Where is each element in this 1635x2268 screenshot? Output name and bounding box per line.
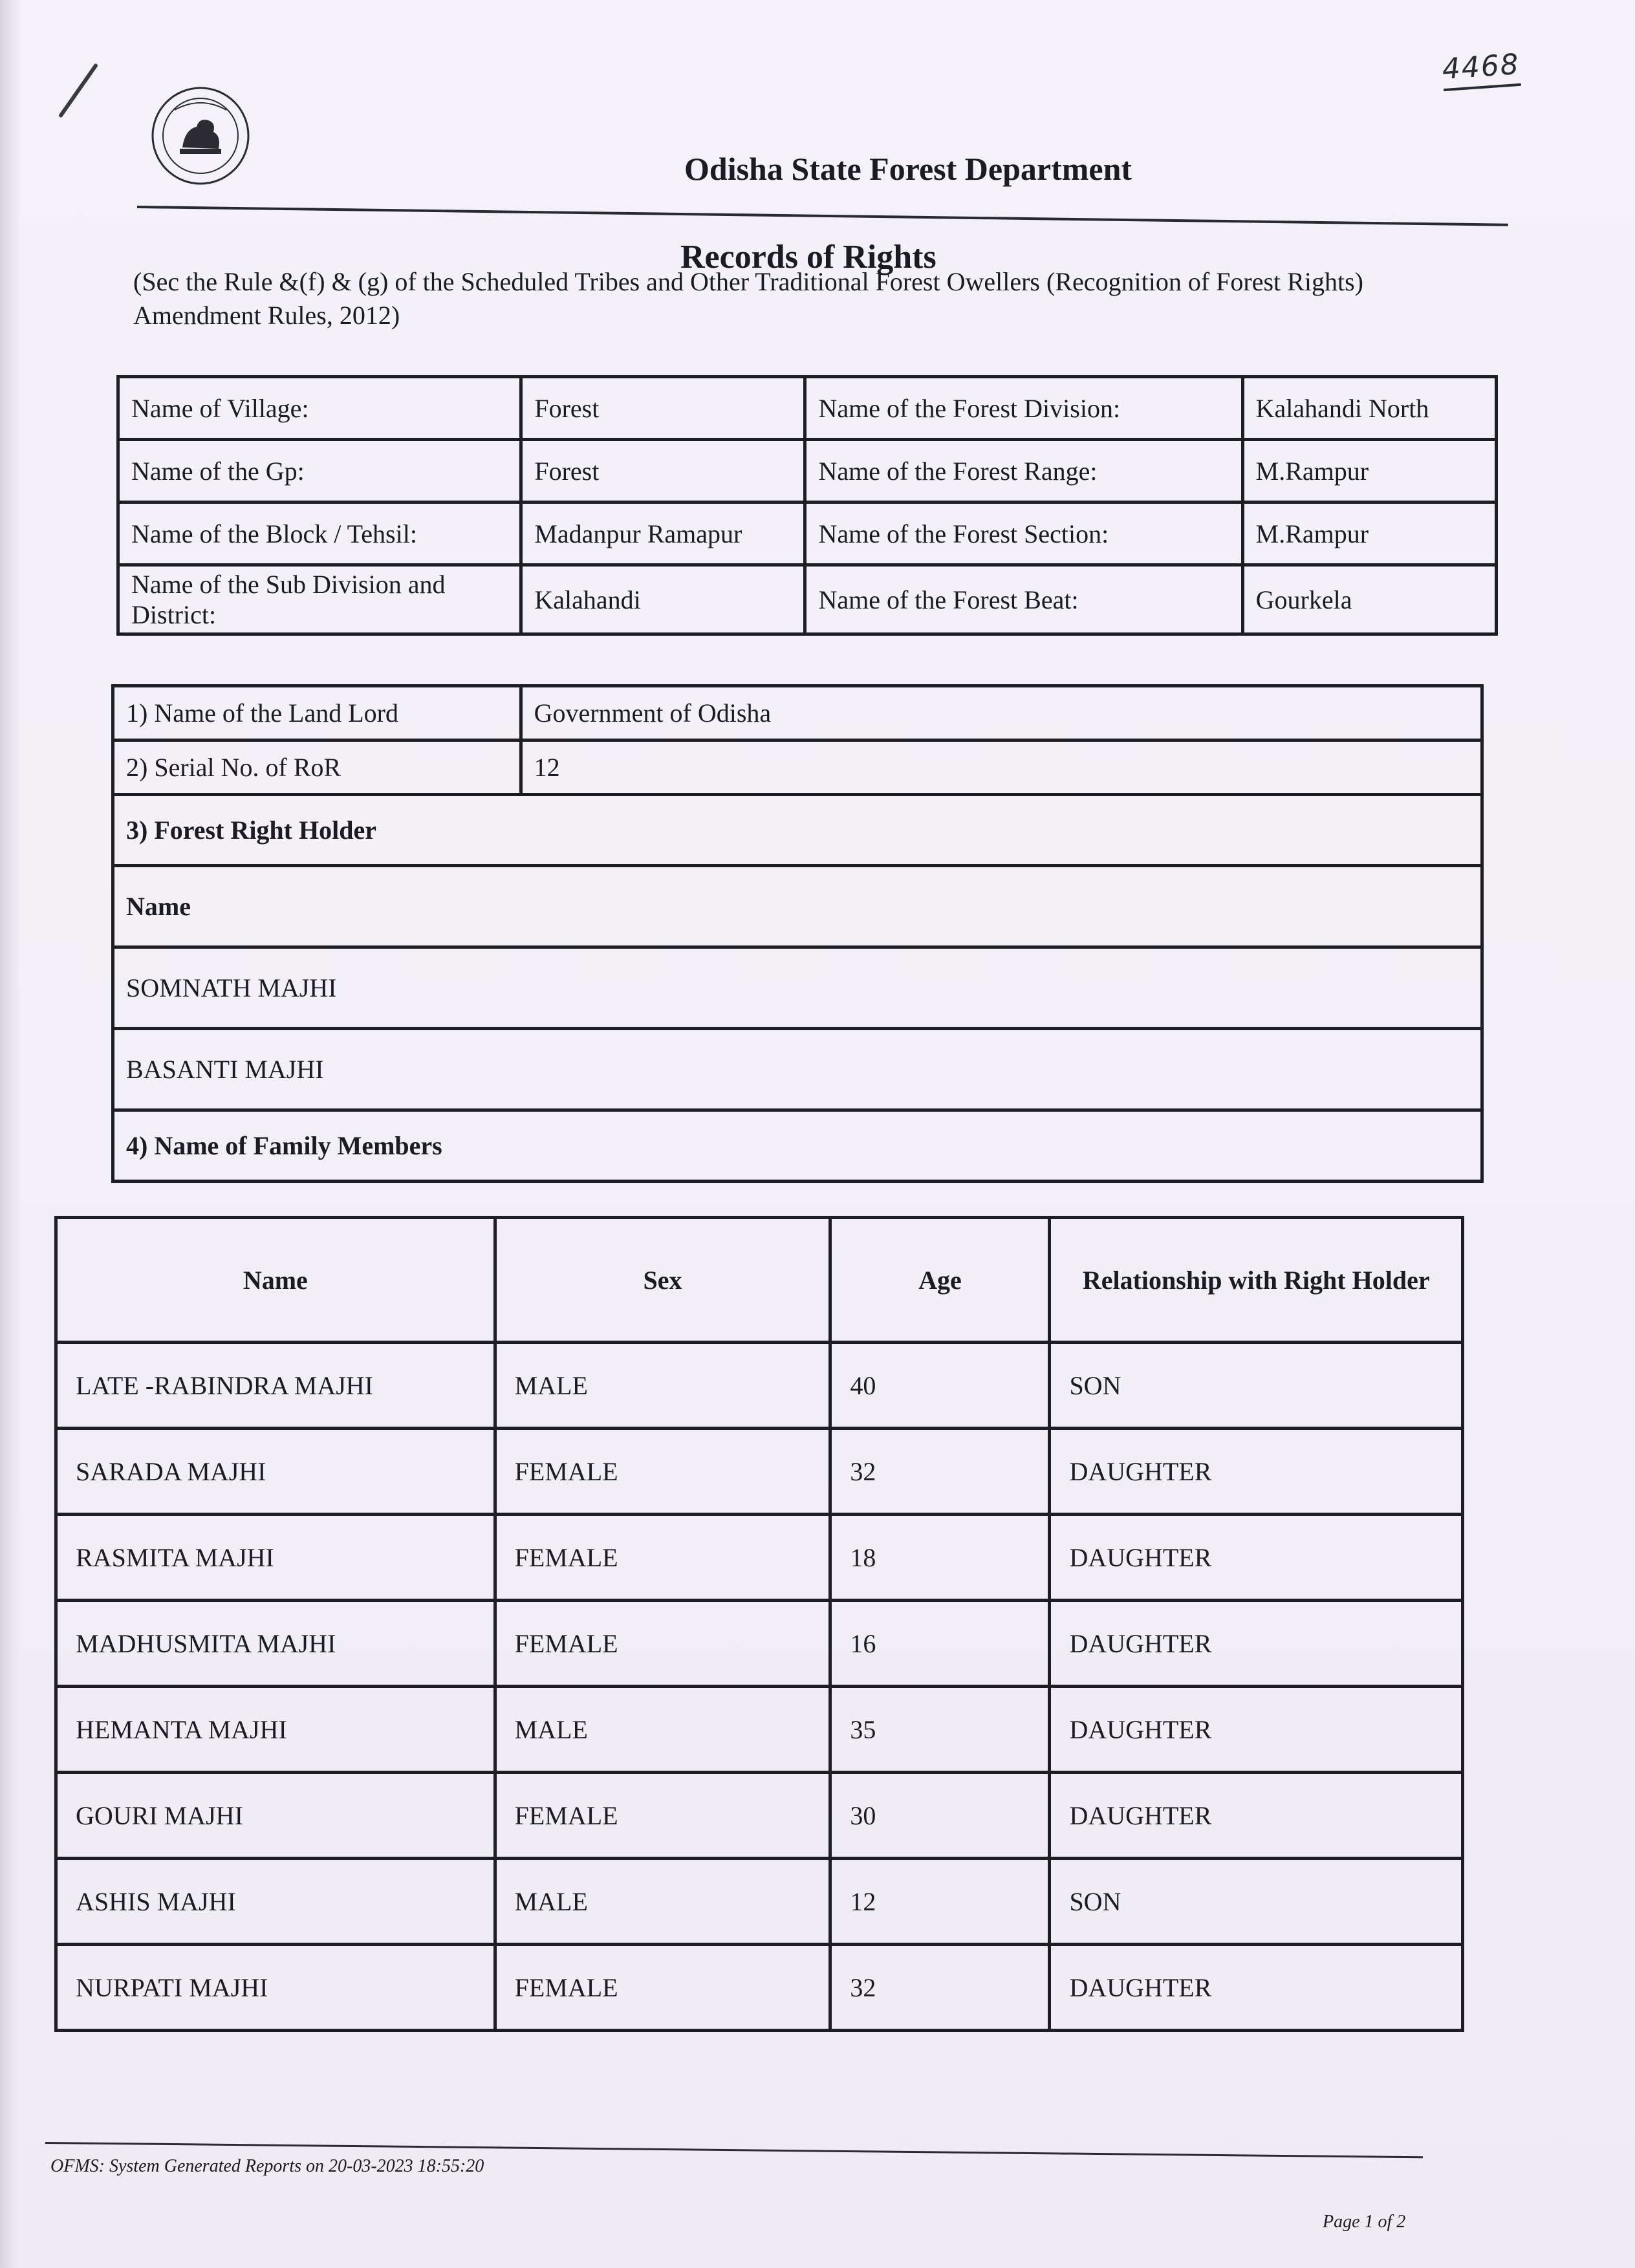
pen-mark: [58, 63, 98, 118]
serial-value: 12: [521, 740, 1482, 795]
member-name: RASMITA MAJHI: [56, 1515, 495, 1601]
table-row: [56, 1429, 1463, 1515]
member-relationship: DAUGHTER: [1050, 1429, 1463, 1515]
member-relationship: SON: [1050, 1859, 1463, 1945]
location-row: [118, 502, 1497, 565]
department-title: Odisha State Forest Department: [684, 151, 1132, 187]
member-relationship: SON: [1050, 1343, 1463, 1429]
holder-name: BASANTI MAJHI: [113, 1029, 1482, 1110]
member-relationship: DAUGHTER: [1050, 1945, 1463, 2031]
location-label: Name of the Gp:: [118, 440, 521, 502]
handwritten-number: 4468: [1441, 48, 1521, 91]
member-age: 32: [830, 1945, 1050, 2031]
holder-section-row: [113, 795, 1482, 866]
forest-value: Gourkela: [1242, 565, 1496, 634]
holder-name-heading: Name: [113, 866, 1482, 947]
member-name: HEMANTA MAJHI: [56, 1687, 495, 1773]
location-label: Name of Village:: [118, 377, 521, 440]
land-lord-label: 1) Name of the Land Lord: [113, 686, 521, 740]
member-age: 35: [830, 1687, 1050, 1773]
member-age: 18: [830, 1515, 1050, 1601]
column-header-age: Age: [830, 1218, 1050, 1343]
column-header-sex: Sex: [495, 1218, 830, 1343]
member-name: NURPATI MAJHI: [56, 1945, 495, 2031]
land-lord-value: Government of Odisha: [521, 686, 1482, 740]
family-section-row: [113, 1110, 1482, 1182]
family-members-table: [54, 1216, 1464, 2032]
member-age: 12: [830, 1859, 1050, 1945]
member-name: LATE -RABINDRA MAJHI: [56, 1343, 495, 1429]
table-row: [56, 1601, 1463, 1687]
location-row: [118, 565, 1497, 634]
document-title: Records of Rights: [680, 239, 937, 275]
member-sex: FEMALE: [495, 1601, 830, 1687]
location-table: [116, 375, 1498, 636]
column-header-name: Name: [56, 1218, 495, 1343]
holder-heading: 3) Forest Right Holder: [113, 795, 1482, 866]
scan-edge: [0, 0, 19, 2268]
table-row: [56, 1859, 1463, 1945]
member-sex: MALE: [495, 1859, 830, 1945]
forest-value: M.Rampur: [1242, 440, 1496, 502]
table-row: [56, 1687, 1463, 1773]
holder-row: [113, 947, 1482, 1029]
page-number: Page 1 of 2: [1323, 2212, 1406, 2232]
member-age: 32: [830, 1429, 1050, 1515]
location-value: Forest: [521, 440, 805, 502]
member-relationship: DAUGHTER: [1050, 1773, 1463, 1859]
table-row: [56, 1515, 1463, 1601]
forest-label: Name of the Forest Section:: [805, 502, 1242, 565]
record-table: [111, 684, 1484, 1183]
member-relationship: DAUGHTER: [1050, 1601, 1463, 1687]
header-divider: [137, 206, 1508, 226]
location-row: [118, 440, 1497, 502]
table-row: [56, 1773, 1463, 1859]
forest-value: Kalahandi North: [1242, 377, 1496, 440]
member-name: MADHUSMITA MAJHI: [56, 1601, 495, 1687]
family-header-row: [56, 1218, 1463, 1343]
forest-label: Name of the Forest Range:: [805, 440, 1242, 502]
serial-row: [113, 740, 1482, 795]
member-relationship: DAUGHTER: [1050, 1515, 1463, 1601]
document-subtitle: (Sec the Rule &(f) & (g) of the Scheduled Tribes and Other Traditional Forest Owellers (Recognition of Forest Rights) Amendment Rules, 2012): [133, 267, 1363, 330]
member-sex: MALE: [495, 1687, 830, 1773]
location-value: Forest: [521, 377, 805, 440]
location-value: Kalahandi: [521, 565, 805, 634]
location-label: Name of the Block / Tehsil:: [118, 502, 521, 565]
odisha-emblem-icon: [149, 84, 252, 188]
column-header-relationship: Relationship with Right Holder: [1050, 1218, 1463, 1343]
member-name: SARADA MAJHI: [56, 1429, 495, 1515]
location-label: Name of the Sub Division and District:: [118, 565, 521, 634]
member-age: 30: [830, 1773, 1050, 1859]
member-age: 40: [830, 1343, 1050, 1429]
holder-name-heading-row: [113, 866, 1482, 947]
member-sex: MALE: [495, 1343, 830, 1429]
table-row: [56, 1945, 1463, 2031]
member-age: 16: [830, 1601, 1050, 1687]
forest-label: Name of the Forest Division:: [805, 377, 1242, 440]
generated-timestamp: OFMS: System Generated Reports on 20-03-2023 18:55:20: [50, 2156, 484, 2176]
member-sex: FEMALE: [495, 1773, 830, 1859]
holder-row: [113, 1029, 1482, 1110]
location-value: Madanpur Ramapur: [521, 502, 805, 565]
member-sex: FEMALE: [495, 1429, 830, 1515]
member-sex: FEMALE: [495, 1945, 830, 2031]
member-sex: FEMALE: [495, 1515, 830, 1601]
location-row: [118, 377, 1497, 440]
member-relationship: DAUGHTER: [1050, 1687, 1463, 1773]
holder-name: SOMNATH MAJHI: [113, 947, 1482, 1029]
land-lord-row: [113, 686, 1482, 740]
member-name: GOURI MAJHI: [56, 1773, 495, 1859]
forest-value: M.Rampur: [1242, 502, 1496, 565]
family-heading: 4) Name of Family Members: [113, 1110, 1482, 1182]
member-name: ASHIS MAJHI: [56, 1859, 495, 1945]
serial-label: 2) Serial No. of RoR: [113, 740, 521, 795]
forest-label: Name of the Forest Beat:: [805, 565, 1242, 634]
table-row: [56, 1343, 1463, 1429]
